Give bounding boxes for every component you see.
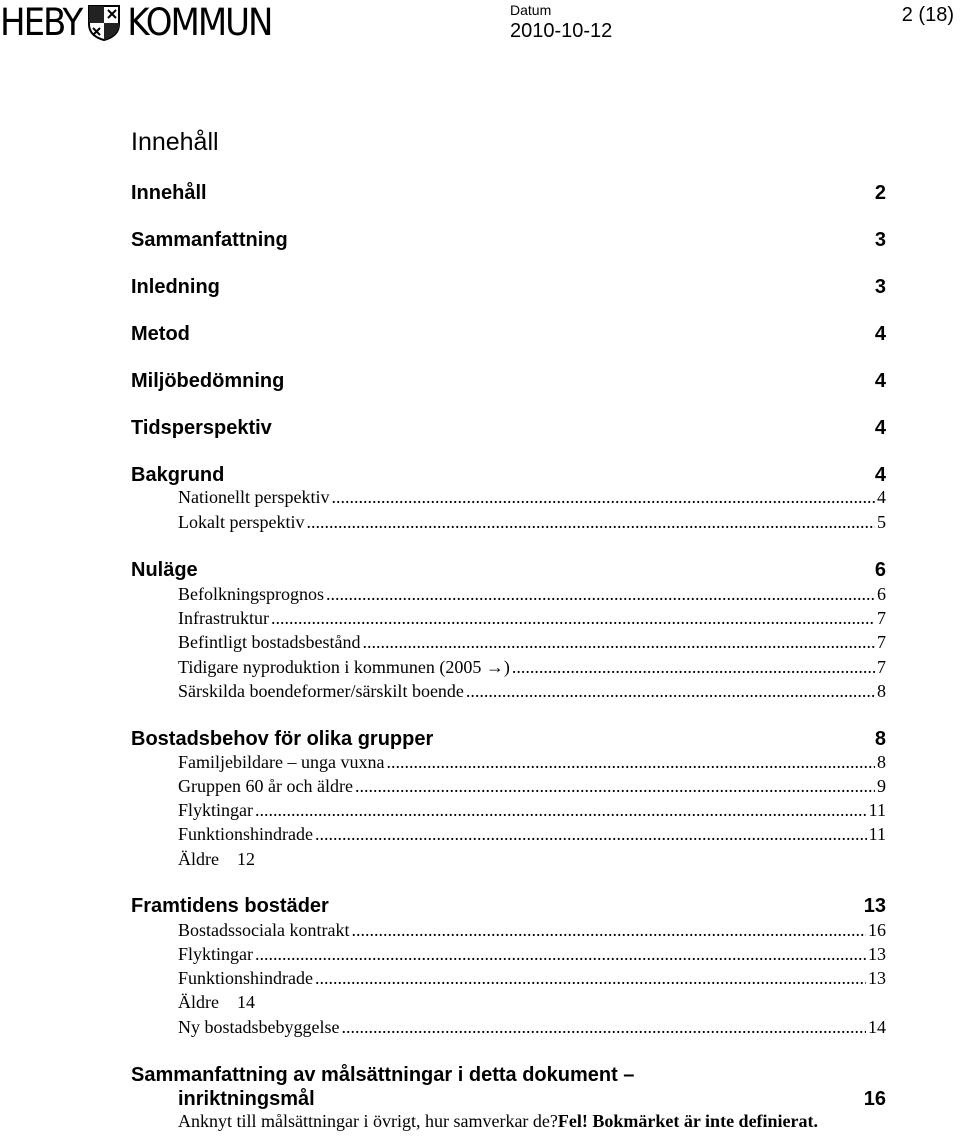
coat-of-arms-icon [87, 4, 121, 42]
toc-entry-page: 6 [874, 559, 886, 581]
toc-entry[interactable] [131, 322, 886, 346]
logo-text-left: HEBY [0, 1, 82, 45]
dot-leader [315, 823, 867, 845]
toc-entry-title: Sammanfattning [131, 229, 288, 251]
toc-subentry-title: Nationellt perspektiv [178, 487, 330, 507]
toc-subentry[interactable] [178, 775, 886, 797]
toc-entry[interactable] [131, 275, 886, 299]
dot-leader [386, 751, 875, 773]
toc-subentry-title: Funktionshindrade [178, 824, 313, 844]
dot-leader [315, 967, 866, 989]
toc-entry[interactable] [131, 416, 886, 440]
toc-subentry[interactable] [178, 823, 886, 845]
dot-leader [271, 607, 875, 629]
toc-subentry-title: Infrastruktur [178, 608, 269, 628]
dot-leader [341, 1016, 866, 1038]
toc-subentry-page: 14 [236, 992, 255, 1012]
toc-subentry-title: Anknyt till målsättningar i övrigt, hur samverkar de? [178, 1111, 558, 1131]
toc-entry-page: 4 [874, 464, 886, 486]
dot-leader [355, 775, 875, 797]
dot-leader [466, 680, 875, 702]
toc-subentry-title: Ny bostadsbebyggelse [178, 1017, 340, 1037]
toc-subentry-page: 7 [877, 608, 886, 628]
dot-leader [255, 799, 867, 821]
dot-leader [512, 656, 875, 678]
toc-entry-page: 2 [874, 182, 886, 204]
toc-subentry-title: Gruppen 60 år och äldre [178, 776, 353, 796]
toc-entry[interactable] [131, 894, 886, 918]
toc-subentry-page: 8 [877, 752, 886, 772]
toc-subentry-title: Tidigare nyproduktion i kommunen (2005 →) [178, 657, 510, 677]
toc-entry-page: 13 [863, 895, 886, 917]
page-header [0, 0, 960, 50]
toc-subentry[interactable] [178, 991, 886, 1013]
toc-subentry-title: Flyktingar [178, 800, 253, 820]
toc-subentry[interactable] [178, 486, 886, 508]
toc-entry-page: 4 [874, 323, 886, 345]
toc-entry-title: Bakgrund [131, 464, 225, 486]
toc-subentry[interactable] [178, 967, 886, 989]
toc-subentry-page: 11 [868, 800, 886, 820]
date-value: 2010-10-12 [510, 20, 613, 42]
bookmark-error: Fel! Bokmärket är inte definierat. [557, 1111, 819, 1131]
toc-subentry-title: Befintligt bostadsbestånd [178, 632, 361, 652]
toc-subentry[interactable] [178, 511, 886, 533]
toc-subentry-title: Särskilda boendeformer/särskilt boende [178, 681, 464, 701]
toc-entry[interactable] [131, 727, 886, 751]
toc-entry-title: Nuläge [131, 559, 198, 581]
toc-subentry-title: Bostadssociala kontrakt [178, 920, 350, 940]
toc-subentry-page: 12 [236, 849, 255, 869]
toc-heading: Innehåll [131, 128, 219, 156]
toc-subentry-title: Funktionshindrade [178, 968, 313, 988]
toc-subentry-page: 5 [877, 512, 886, 532]
toc-subentry-page: 8 [877, 681, 886, 701]
dot-leader [331, 486, 875, 508]
toc-subentry[interactable] [178, 799, 886, 821]
toc-entry-page: 3 [874, 276, 886, 298]
toc-subentry-page: 6 [877, 584, 886, 604]
toc-entry-line1[interactable] [131, 1063, 886, 1087]
toc-entry[interactable] [131, 369, 886, 393]
dot-leader [306, 511, 875, 533]
toc-entry-title: Sammanfattning av målsättningar i detta dokument – [131, 1064, 635, 1086]
toc-entry[interactable] [131, 1087, 886, 1111]
toc-subentry-page: 14 [868, 1017, 886, 1037]
heby-kommun-logo [0, 2, 271, 44]
toc-subentry[interactable] [178, 607, 886, 629]
dot-leader [362, 631, 875, 653]
toc-subentry-title: Lokalt perspektiv [178, 512, 305, 532]
toc-subentry-title: Familjebildare – unga vuxna [178, 752, 385, 772]
toc-entry-page: 3 [874, 229, 886, 251]
toc-subentry[interactable] [178, 848, 886, 870]
toc-subentry[interactable] [178, 943, 886, 965]
toc-subentry[interactable] [178, 680, 886, 702]
toc-subentry[interactable] [178, 751, 886, 773]
toc-entry-page: 4 [874, 370, 886, 392]
toc-subentry-page: 13 [868, 968, 886, 988]
dot-leader [351, 919, 866, 941]
toc-entry-page: 8 [874, 728, 886, 750]
dot-leader [326, 583, 875, 605]
toc-entry-title: Inledning [131, 276, 220, 298]
toc-entry-title: Framtidens bostäder [131, 895, 329, 917]
toc-subentry-page: 4 [877, 487, 886, 507]
toc-entry-title: Metod [131, 323, 190, 345]
toc-subentry-page: 13 [868, 944, 886, 964]
toc-subentry[interactable] [178, 1110, 818, 1132]
toc-entry-page: 16 [863, 1088, 886, 1110]
toc-entry-title: Innehåll [131, 182, 207, 204]
toc-subentry-page: 7 [877, 632, 886, 652]
date-label: Datum [510, 2, 552, 18]
page-number: 2 (18) [901, 4, 954, 26]
logo-text-right: KOMMUN [127, 1, 272, 45]
toc-subentry-page: 7 [877, 657, 886, 677]
toc-subentry-title: Äldre [178, 849, 219, 869]
toc-entry-page: 4 [874, 417, 886, 439]
toc-subentry[interactable] [178, 1016, 886, 1038]
toc-entry[interactable] [131, 463, 886, 487]
toc-subentry-page: 16 [868, 920, 886, 940]
toc-subentry-page: 9 [877, 776, 886, 796]
toc-subentry[interactable] [178, 583, 886, 605]
toc-entry-title: Bostadsbehov för olika grupper [131, 728, 434, 750]
toc-entry[interactable] [131, 558, 886, 582]
toc-subentry[interactable] [178, 919, 886, 941]
toc-entry[interactable] [131, 181, 886, 205]
toc-entry-title: Tidsperspektiv [131, 417, 272, 439]
toc-entry[interactable] [131, 228, 886, 252]
toc-entry-title: inriktningsmål [178, 1088, 315, 1110]
toc-entry-title: Miljöbedömning [131, 370, 285, 392]
toc-subentry[interactable] [178, 656, 886, 678]
dot-leader [255, 943, 866, 965]
toc-subentry-title: Flyktingar [178, 944, 253, 964]
toc-subentry-page: 11 [868, 824, 886, 844]
toc-subentry-title: Befolkningsprognos [178, 584, 324, 604]
toc-subentry[interactable] [178, 631, 886, 653]
toc-subentry-title: Äldre [178, 992, 219, 1012]
